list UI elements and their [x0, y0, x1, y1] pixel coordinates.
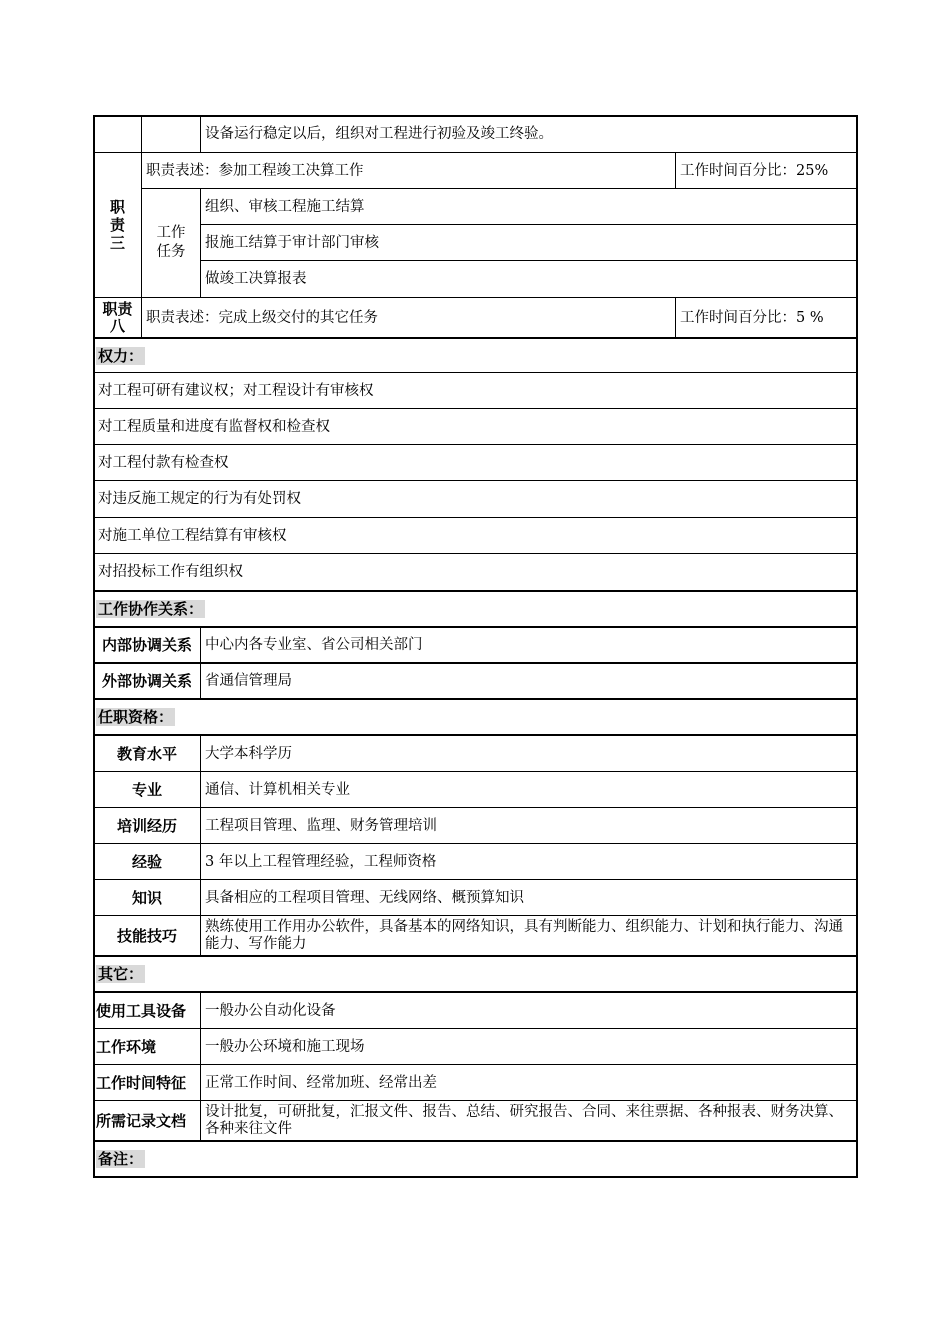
table-border-bottom: [93, 1176, 858, 1178]
environment-label: 工作环境: [96, 1037, 157, 1056]
work-time-value: 正常工作时间、经常加班、经常出差: [205, 1074, 437, 1091]
authority-item-5: 对施工单位工程结算有审核权: [98, 527, 287, 544]
experience-label: 经验: [131, 852, 162, 871]
external-coord-label: 外部协调关系: [101, 672, 192, 690]
training-label: 培训经历: [116, 816, 177, 835]
duty3-statement: 职责表述：参加工程竣工决算工作: [146, 162, 364, 179]
knowledge-value: 具备相应的工程项目管理、无线网络、概预算知识: [205, 889, 524, 906]
remarks-header: [94, 1142, 856, 1176]
external-coord-value: 省通信管理局: [205, 673, 292, 689]
authority-item-2: 对工程质量和进度有监督权和检查权: [98, 418, 330, 435]
internal-coord-label: 内部协调关系: [101, 636, 192, 654]
authority-item-6: 对招投标工作有组织权: [98, 564, 243, 580]
duty8-label: [94, 298, 141, 337]
qualification-header: [94, 700, 856, 734]
duty3-task-3: 做竣工决算报表: [205, 271, 307, 287]
authority-header: [94, 339, 856, 372]
duty8-time-percent: 工作时间百分比：5 %: [680, 309, 824, 326]
remarks-title: 备注：: [98, 1150, 144, 1168]
skills-value: 熟练使用工作用办公软件，具备基本的网络知识，具有判断能力、组织能力、计划和执行能力、沟通能力、写作能力: [205, 919, 843, 952]
duty3-label: [94, 153, 141, 297]
internal-coord-value: 中心内各专业室、省公司相关部门: [205, 637, 423, 653]
cooperation-title: 工作协作关系：: [98, 600, 204, 618]
tools-label: 使用工具设备: [96, 1001, 187, 1020]
major-value: 通信、计算机相关专业: [205, 781, 350, 798]
authority-item-4: 对违反施工规定的行为有处罚权: [98, 491, 301, 507]
documents-label: 所需记录文档: [96, 1111, 187, 1130]
authority-title: 权力：: [98, 346, 144, 365]
education-label: 教育水平: [116, 744, 177, 763]
documents-value: 设计批复，可研批复，汇报文件、报告、总结、研究报告、合同、来往票据、各种报表、财务决算、各种来往文件: [205, 1104, 843, 1137]
qualification-title: 任职资格：: [98, 708, 174, 726]
education-value: 大学本科学历: [205, 745, 292, 762]
duty3-label-text: 职责三: [109, 198, 125, 252]
other-title: 其它：: [98, 965, 144, 983]
tools-value: 一般办公自动化设备: [205, 1002, 336, 1019]
training-value: 工程项目管理、监理、财务管理培训: [205, 817, 437, 834]
duty3-task-2: 报施工结算于审计部门审核: [205, 234, 379, 251]
duty8-statement: 职责表述：完成上级交付的其它任务: [146, 309, 378, 326]
table-border-right: [856, 115, 858, 1178]
major-label: 专业: [131, 780, 162, 799]
duty3-task-1: 组织、审核工程施工结算: [205, 198, 365, 215]
duty3-time-percent: 工作时间百分比：25%: [680, 162, 829, 179]
authority-item-3: 对工程付款有检查权: [98, 454, 229, 471]
duty3-tasks-label: [142, 189, 200, 297]
authority-item-1: 对工程可研有建议权；对工程设计有审核权: [98, 382, 374, 399]
skills-label: 技能技巧: [116, 926, 177, 945]
other-header: [94, 957, 856, 991]
cooperation-header: [94, 592, 856, 626]
duty-task-text: 设备运行稳定以后，组织对工程进行初验及竣工终验。: [205, 126, 553, 142]
work-time-label: 工作时间特征: [96, 1073, 187, 1092]
duty8-label-text: 职责八: [102, 299, 133, 335]
experience-value: 3 年以上工程管理经验，工程师资格: [205, 853, 437, 870]
duty3-tasks-label-text: 工作任务: [156, 225, 186, 260]
knowledge-label: 知识: [131, 888, 162, 907]
environment-value: 一般办公环境和施工现场: [205, 1038, 365, 1055]
